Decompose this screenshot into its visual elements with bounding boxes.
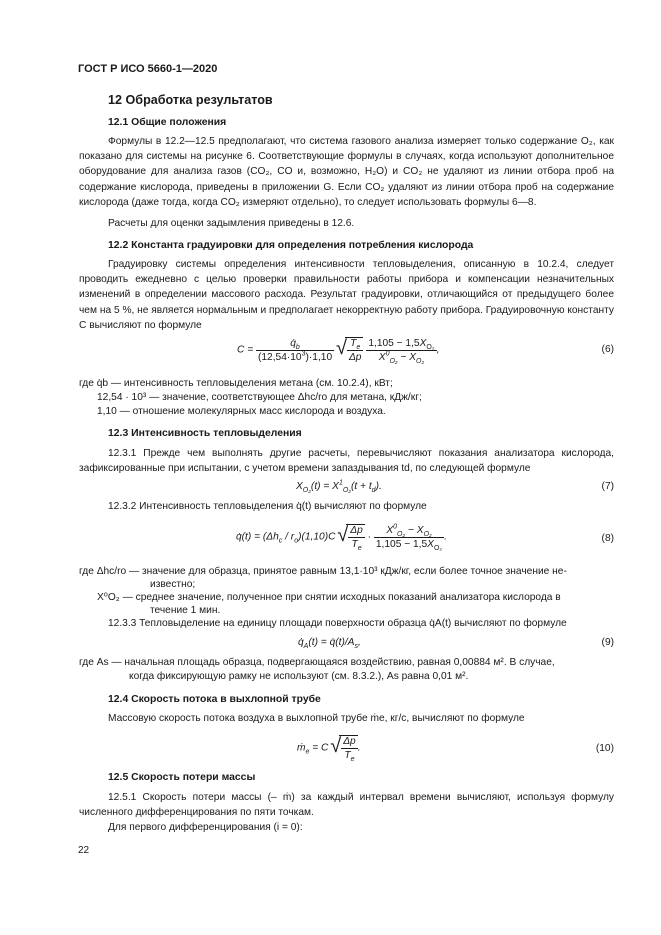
equation-9-body: $q̇_A(t)$ = $q̇(t)/A_s$, — [298, 637, 361, 651]
document-code: ГОСТ Р ИСО 5660-1—2020 — [78, 63, 218, 75]
where-as-line2: когда фиксирующую рамку не используют (см. 8.3.2.), As равна 0,01 м². — [129, 671, 469, 682]
equation-7-number: (7) — [601, 481, 614, 492]
paragraph-12-1-smoke: Расчеты для оценки задымления приведены в 12.6. — [108, 218, 355, 229]
equation-8-number: (8) — [601, 533, 614, 544]
equation-7 — [79, 479, 614, 499]
paragraph-12-5-first-diff: Для первого дифференцирования (i = 0): — [108, 822, 303, 833]
paragraph-12-4: Массовую скорость потока воздуха в выхлопной трубе ṁe, кг/с, вычисляют по формуле — [108, 713, 525, 724]
subsection-title-12-4: 12.4 Скорость потока в выхлопной трубе — [108, 694, 321, 705]
equation-7-body: $X_{O_2}(t) = X^1_{O_2}(t + t_d)$. — [296, 479, 382, 495]
equation-6 — [79, 335, 614, 371]
where-as-line1: где As — начальная площадь образца, подвергающаяся воздействию, равная 0,00884 м². В случае, — [79, 657, 555, 668]
where-1-10: 1,10 — отношение молекулярных масс кислорода и воздуха. — [97, 406, 386, 417]
equation-6-number: (6) — [601, 344, 614, 355]
subsection-title-12-3: 12.3 Интенсивность тепловыделения — [108, 428, 302, 439]
paragraph-12-2: Градуировку системы определения интенсивности тепловыделения, описанную в 10.2.4, следует проводить ежедневно с целью проверки правильности работы прибора и компенсации незначительных изменений в определении массового расхода. Результат градуировки, отличающийся от предыдущего более чем на 5 %, не является нормальным и предполагает некорректную работу прибора. Градуировочную константу C вычисляют по формуле — [79, 259, 614, 331]
equation-10-body: ṁ$_e$ = C √ $\frac{\Delta p}{T_e}$ . — [297, 735, 361, 761]
page-number: 22 — [78, 845, 90, 856]
where-dhc-ro-line2: известно; — [150, 579, 196, 590]
equation-10 — [79, 733, 614, 767]
where-12-54: 12,54 · 10³ — значение, соответствующее Δhc/ro для метана, кДж/кг; — [97, 392, 422, 403]
paragraph-12-3-1: 12.3.1 Прежде чем выполнять другие расчеты, перевычисляют показания анализатора кислорода, зафиксированные при испытании, с учетом времени запаздывания td, по следующей формуле — [79, 448, 614, 475]
subsection-title-12-5: 12.5 Скорость потери массы — [108, 772, 256, 783]
subsection-title-12-1: 12.1 Общие положения — [108, 117, 227, 128]
section-title: 12 Обработка результатов — [108, 93, 273, 107]
where-x0-line2: течение 1 мин. — [150, 605, 221, 616]
where-dhc-ro-line1: где Δhc/ro — значение для образца, принятое равным 13,1·10³ кДж/кг, если более точное значение не- — [79, 566, 567, 577]
paragraph-12-1: Формулы в 12.2—12.5 предполагают, что система газового анализа измеряет только содержание O₂, как показано для системы на рисунке 6. Соответствующие формулы в случаях, когда используют дополнительное оборудование для анализа газов (CO₂, CO и, возможно, H₂O) и CO₂ не удаляют из линии отбора проб на содержание кислорода, приведены в приложении G. Если CO₂ удаляют из линии отбора проб на содержание кислорода (даже тогда, когда CO₂ измеряют отдельно), то следует использовать формулы 6—8. — [79, 136, 614, 208]
equation-8-body: q̇(t) = $(\Delta h_c / r_o)(1,10)C$ √ $\frac{\Delta p}{T_e}$ · $\frac{X^0_{O_2} - X_{O_2}}{1,105 - 1,5X_{O_2}}$ . — [236, 524, 447, 550]
subsection-title-12-2: 12.2 Константа градуировки для определения потребления кислорода — [108, 240, 474, 251]
equation-9 — [79, 635, 614, 655]
paragraph-12-5-1: 12.5.1 Скорость потери массы (– ṁ) за каждый интервал времени вычисляют, используя формулу численного дифференцирования по пяти точкам. — [79, 792, 614, 819]
paragraph-12-3-3: 12.3.3 Тепловыделение на единицу площади поверхности образца q̇A(t) вычисляют по формуле — [108, 618, 567, 629]
equation-8 — [79, 522, 614, 558]
where-qb: где q̇b — интенсивность тепловыделения метана (см. 10.2.4), кВт; — [79, 378, 393, 389]
equation-9-number: (9) — [601, 637, 614, 648]
equation-6-body: C = $\frac{q̇_b}{(12,54\cdot 10^3)\cdot 1,10}$ √ $\frac{T_e}{\Delta p}$ $\frac{1,105 - 1,5X_{O_2}}{X^0_{O_2} - X_{O_2}}$ , — [237, 337, 439, 363]
equation-10-number: (10) — [595, 743, 614, 754]
paragraph-12-3-2: 12.3.2 Интенсивность тепловыделения q̇(t) вычисляют по формуле — [108, 501, 427, 512]
where-x0-line1: X⁰O₂ — среднее значение, полученное при снятии исходных показаний анализатора кислорода в — [97, 592, 561, 603]
